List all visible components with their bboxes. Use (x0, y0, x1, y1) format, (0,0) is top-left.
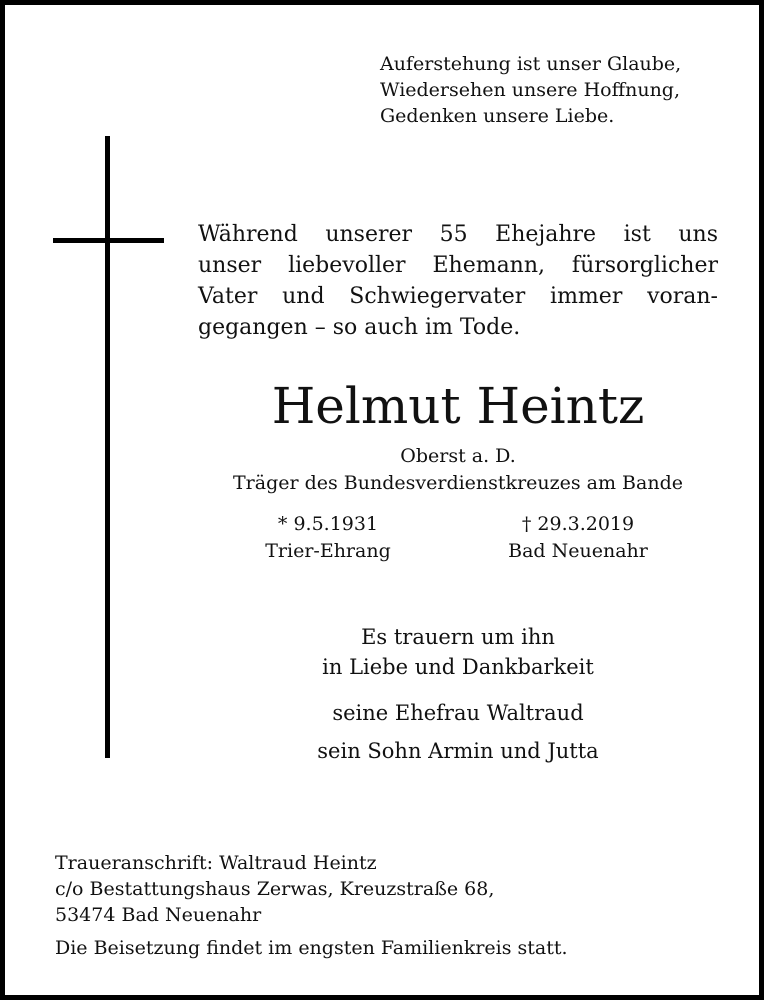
mourners-intro-line1: Es trauern um ihn (361, 625, 555, 649)
cross-icon-horizontal-bar (53, 238, 164, 243)
address-line: Traueranschrift: Waltraud Heintz (55, 852, 377, 874)
intro-paragraph (198, 219, 718, 343)
motto-line: Gedenken unsere Liebe. (380, 105, 615, 127)
birth-place: Trier-Ehrang (265, 540, 391, 562)
death-date: † 29.3.2019 (521, 513, 635, 535)
burial-note: Die Beisetzung findet im engsten Familienkreis statt. (55, 937, 568, 959)
birth-date: * 9.5.1931 (277, 513, 379, 535)
deceased-rank: Oberst a. D. (400, 445, 516, 467)
deceased-name: Helmut Heintz (271, 377, 645, 435)
cross-icon-vertical-bar (105, 136, 110, 758)
motto-quote (380, 51, 681, 129)
death-place: Bad Neuenahr (508, 540, 648, 562)
mourners-intro-line2: in Liebe und Dankbarkeit (322, 655, 594, 679)
intro-line: gegangen – so auch im Tode. (198, 315, 521, 340)
death-info (448, 511, 708, 565)
address-line: 53474 Bad Neuenahr (55, 904, 262, 926)
deceased-honor: Träger des Bundesverdienstkreuzes am Bande (232, 472, 683, 494)
intro-line: Vater und Schwiegervater immer voran- (198, 284, 718, 309)
motto-line: Wiedersehen unsere Hoffnung, (380, 79, 681, 101)
motto-line: Auferstehung ist unser Glaube, (380, 53, 682, 75)
mourner-spouse: seine Ehefrau Waltraud (332, 701, 584, 725)
intro-line: unser liebevoller Ehemann, fürsorglicher (198, 253, 718, 278)
birth-info (198, 511, 458, 565)
mourner-son: sein Sohn Armin und Jutta (317, 739, 599, 763)
intro-line: Während unserer 55 Ehejahre ist uns (198, 222, 718, 247)
address-line: c/o Bestattungshaus Zerwas, Kreuzstraße 68, (55, 878, 495, 900)
